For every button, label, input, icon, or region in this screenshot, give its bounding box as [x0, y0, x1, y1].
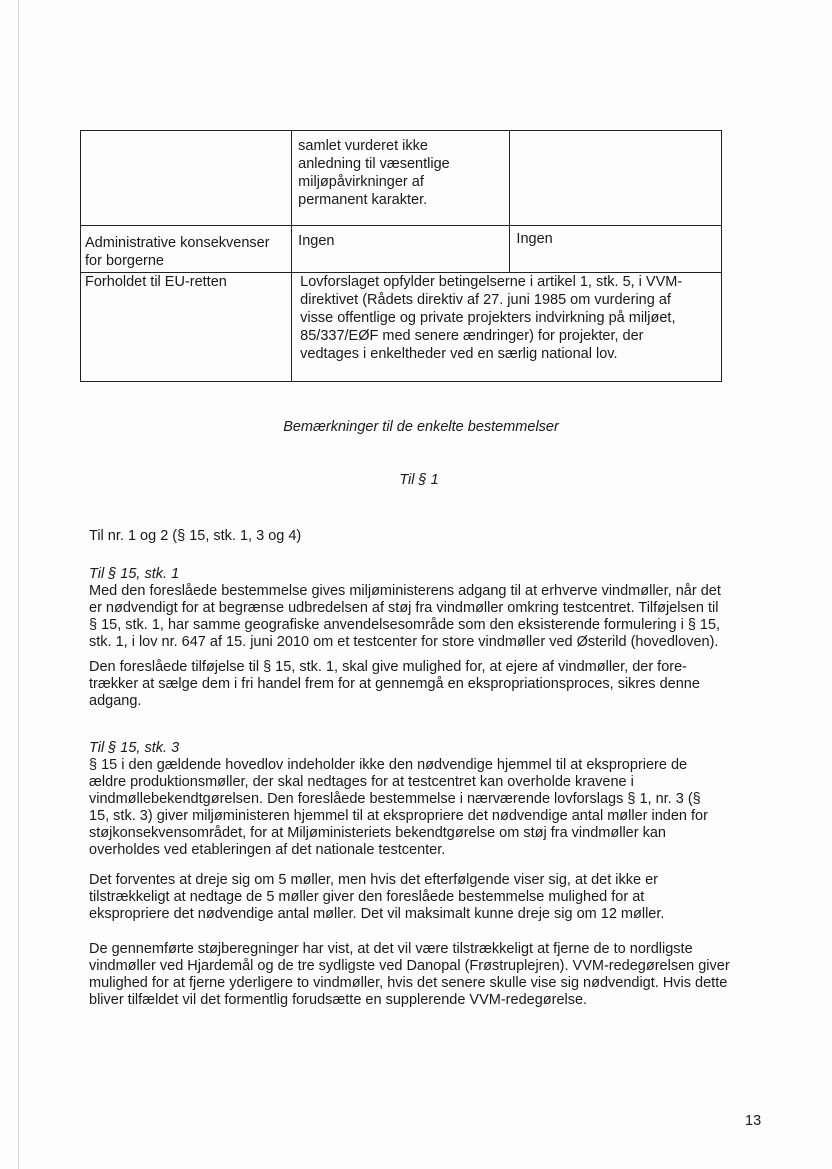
- body-paragraph: Det forventes at dreje sig om 5 møller, men hvis det efterfølgende viser sig, at det ikke er tilstrækkeligt at nedtage de 5 møller giver den foreslåede bestemmelse mulighed for at ekspropriere det nødvendige antal møller. Det vil maksimalt kunne dreje sig om 12 møller.: [89, 872, 665, 922]
- section-title: Bemærkninger til de enkelte bestemmelser: [283, 419, 559, 435]
- table-cell: Ingen: [292, 226, 510, 273]
- table-cell-merged: Lovforslaget opfylder betingelserne i artikel 1, stk. 5, i VVM- direktivet (Rådets direktiv af 27. juni 1985 om vurdering af visse offentlige og private projekters indvirkning på miljøet, 85/337/EØF med senere ændringer) for projekter, der vedtages i enkeltheder ved en særlig national lov.: [292, 273, 722, 382]
- consequences-table: [80, 130, 722, 382]
- table-cell: Ingen: [510, 226, 722, 273]
- body-paragraph: Med den foreslåede bestemmelse gives miljøministerens adgang til at erhverve vindmøller, når det er nødvendigt for at begrænse udbredelsen af støj fra vindmøller omkring testcentret. Tilføjelsen til § 15, stk. 1, har samme geografiske anvendelsesområde som den eksisterende formulering i § 15, stk. 1, i lov nr. 647 af 15. juni 2010 om et testcenter for store vindmøller ved Østerild (hovedloven).: [89, 583, 721, 650]
- table-cell-label: Administrative konsekvenser for borgerne: [81, 226, 292, 273]
- table-row: [81, 273, 722, 382]
- body-paragraph: Den foreslåede tilføjelse til § 15, stk. 1, skal give mulighed for, at ejere af vindmøller, der fore- trækker at sælge dem i fri handel frem for at gennemgå en ekspropriationsproces, sikres denne adgang.: [89, 659, 700, 709]
- table-cell-label: [81, 131, 292, 226]
- paragraph-block: [89, 872, 769, 923]
- paragraph-block: [89, 659, 769, 710]
- table-row: [81, 131, 722, 226]
- table-cell: [510, 131, 722, 226]
- paragraph-reference: Til § 1: [399, 472, 439, 488]
- paragraph-block: [89, 941, 769, 1009]
- table-cell: samlet vurderet ikke anledning til væsentlige miljøpåvirkninger af permanent karakter.: [292, 131, 510, 226]
- table-row: [81, 226, 722, 273]
- table-cell-label: Forholdet til EU-retten: [81, 273, 292, 382]
- subsection-heading: Til § 15, stk. 1: [89, 566, 180, 582]
- number-heading-text: Til nr. 1 og 2 (§ 15, stk. 1, 3 og 4): [89, 528, 302, 544]
- body-paragraph: § 15 i den gældende hovedlov indeholder ikke den nødvendige hjemmel til at ekspropriere de ældre produktionsmøller, der skal nedtages for at testcentret kan overholde kravene i vindmøllebekendtgørelsen. Den foreslåede bestemmelse i nærværende lovforslags § 1, nr. 3 (§ 15, stk. 3) giver miljøministeren hjemmel til at ekspropriere det nødvendige antal møller inden for støjkonsekvensområdet, for at Miljøministeriets bekendtgørelse om støj fra vindmøller kan overholdes ved etableringen af det nationale testcenter.: [89, 757, 708, 858]
- subsection-stk1: [89, 566, 769, 651]
- subsection-heading: Til § 15, stk. 3: [89, 740, 180, 756]
- page-number: 13: [745, 1113, 762, 1129]
- subsection-stk3: [89, 740, 769, 859]
- number-heading: [89, 528, 769, 545]
- body-paragraph: De gennemførte støjberegninger har vist, at det vil være tilstrækkeligt at fjerne de to nordligste vindmøller ved Hjardemål og de tre sydligste ved Danopal (Frøstruplejren). VVM-redegørelsen giver mulighed for at fjerne yderligere to vindmøller, hvis det senere skulle vise sig nødvendigt. Hvis dette bliver tilfældet vil det formentlig forudsætte en supplerende VVM-redegørelse.: [89, 941, 730, 1008]
- scan-edge-line: [18, 0, 19, 1169]
